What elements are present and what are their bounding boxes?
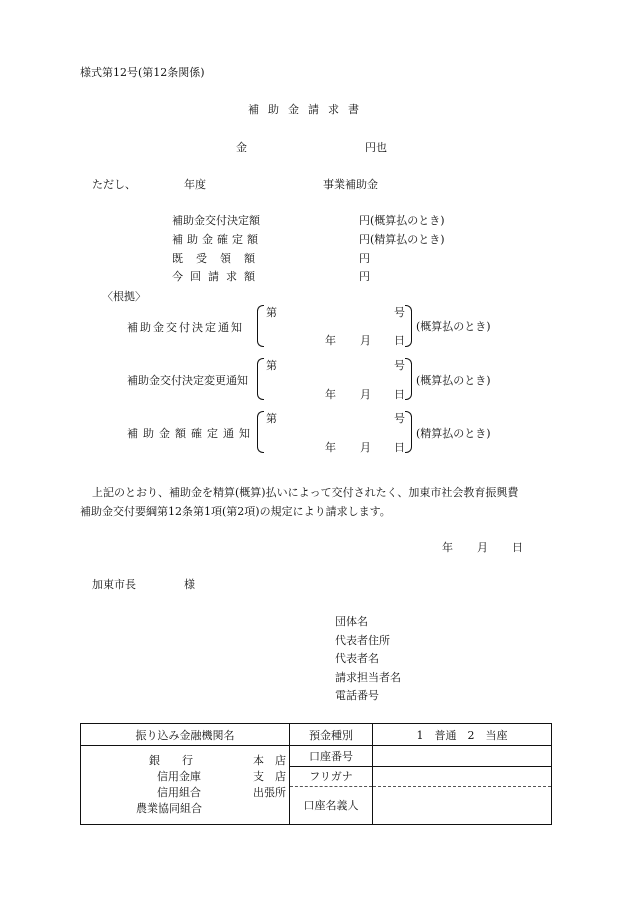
notice-henko-go: 号 — [394, 359, 405, 372]
notice-kofu-brace-left — [257, 305, 264, 347]
purpose-nendo: 年度 — [184, 178, 206, 191]
institution-type-nokyo: 農業協同組合 — [136, 802, 202, 815]
notice-kakutei-label: 補助金額確定通知 — [127, 427, 255, 440]
notice-henko-dai: 第 — [266, 359, 277, 372]
basis-label: 〈根拠〉 — [102, 290, 146, 303]
notice-kofu-note: (概算払のとき) — [416, 320, 491, 333]
amount-kakutei-note: (精算払のとき) — [370, 233, 445, 246]
applicant-phone: 電話番号 — [335, 689, 379, 702]
notice-kofu-dai: 第 — [266, 306, 277, 319]
date-tsuki: 月 — [477, 541, 488, 554]
institution-type-shinkumi: 信用組合 — [157, 786, 201, 799]
amount-konkai-label: 今回請求額 — [172, 270, 262, 283]
amount-suffix: 円也 — [365, 141, 387, 154]
notice-kakutei-nen: 年 — [325, 441, 336, 454]
addressee-name: 加東市長 — [92, 578, 136, 591]
branch-type-shiten: 支 店 — [253, 770, 286, 783]
branch-type-shutchojo: 出張所 — [253, 786, 286, 799]
branch-type-honten: 本 店 — [253, 754, 286, 767]
amount-kofu-note: (概算払のとき) — [370, 214, 445, 227]
account-holder-field[interactable] — [373, 786, 552, 824]
applicant-contact-person: 請求担当者名 — [335, 671, 401, 684]
amount-kijuryo-label: 既受領額 — [172, 252, 268, 265]
document-title: 補助金請求書 — [248, 103, 368, 116]
notice-henko-tsuki: 月 — [360, 388, 371, 401]
notice-kofu-go: 号 — [394, 306, 405, 319]
form-number: 様式第12号(第12条関係) — [80, 66, 205, 79]
applicant-rep-address: 代表者住所 — [335, 634, 390, 647]
body-text-line2: 補助金交付要綱第12条第1項(第2項)の規定により請求します。 — [80, 505, 391, 518]
account-holder-label: 口座名義人 — [290, 786, 373, 824]
date-hi: 日 — [512, 541, 523, 554]
deposit-type-value: 1 普通 2 当座 — [373, 724, 552, 746]
furigana-label: フリガナ — [290, 767, 373, 786]
notice-kofu-brace-right — [405, 305, 412, 347]
notice-kofu-label: 補助金交付決定通知 — [127, 321, 244, 334]
amount-prefix: 金 — [236, 141, 247, 154]
applicant-group-name: 団体名 — [335, 615, 368, 628]
amount-kakutei-label: 補助金確定額 — [172, 233, 262, 246]
notice-henko-nen: 年 — [325, 388, 336, 401]
body-text-line1: 上記のとおり、補助金を精算(概算)払いによって交付されたく、加東市社会教育振興費 — [92, 486, 519, 499]
amount-kijuryo-unit: 円 — [359, 252, 370, 265]
addressee-sama: 様 — [184, 578, 195, 591]
deposit-type-label: 預金種別 — [290, 724, 373, 746]
institution-cell — [81, 746, 290, 825]
institution-type-bank: 銀 行 — [149, 754, 193, 767]
date-nen: 年 — [442, 541, 453, 554]
amount-kofu-unit: 円 — [359, 214, 370, 227]
notice-kakutei-note: (精算払のとき) — [416, 427, 491, 440]
notice-kakutei-brace-left — [257, 411, 264, 453]
notice-henko-brace-right — [405, 358, 412, 400]
applicant-rep-name: 代表者名 — [335, 652, 379, 665]
purpose-tadashi: ただし、 — [92, 178, 136, 191]
notice-kakutei-dai: 第 — [266, 412, 277, 425]
account-number-label: 口座番号 — [290, 746, 373, 767]
notice-henko-brace-left — [257, 358, 264, 400]
amount-kakutei-unit: 円 — [359, 233, 370, 246]
notice-henko-hi: 日 — [394, 388, 405, 401]
institution-header: 振り込み金融機関名 — [81, 724, 290, 746]
amount-konkai-unit: 円 — [359, 270, 370, 283]
notice-henko-note: (概算払のとき) — [416, 374, 491, 387]
purpose-jigyo: 事業補助金 — [323, 178, 378, 191]
account-number-field[interactable] — [373, 746, 552, 767]
notice-kofu-tsuki: 月 — [360, 334, 371, 347]
notice-kofu-hi: 日 — [394, 334, 405, 347]
notice-henko-label: 補助金交付決定変更通知 — [127, 374, 248, 387]
notice-kofu-nen: 年 — [325, 334, 336, 347]
notice-kakutei-go: 号 — [394, 412, 405, 425]
furigana-field[interactable] — [373, 767, 552, 786]
notice-kakutei-tsuki: 月 — [360, 441, 371, 454]
amount-kofu-label: 補助金交付決定額 — [172, 214, 260, 227]
bank-table — [80, 723, 552, 825]
notice-kakutei-brace-right — [405, 411, 412, 453]
notice-kakutei-hi: 日 — [394, 441, 405, 454]
institution-type-shinkin: 信用金庫 — [157, 770, 201, 783]
